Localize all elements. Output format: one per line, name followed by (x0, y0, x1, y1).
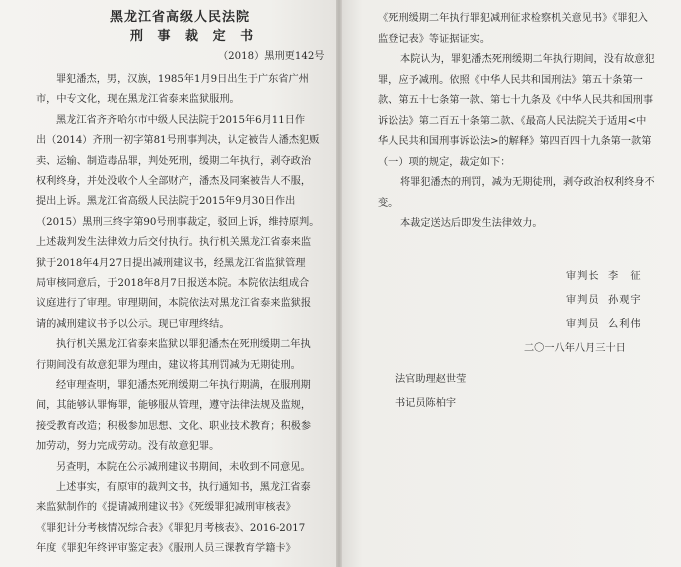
text-line: 罪犯潘杰，男，汉族，1985年1月9日出生于广东省广州 (56, 74, 309, 85)
case-number: （2018）黑刑更142号 (218, 51, 325, 62)
text-line: 请的减刑建议书予以公示。现已审理终结。 (36, 318, 230, 330)
text-line: 接受教育改造；积极参加思想、文化、职业技术教育；积极参 (36, 420, 312, 432)
text-line: 间，其能够认罪悔罪，能够服从管理，遵守法律法规及监规， (36, 400, 312, 412)
text-line: 出（2014）齐刑一初字第81号刑事判决，认定被告人潘杰犯贩 (36, 135, 320, 147)
text-line: 本裁定送达后即发生法律效力。 (400, 218, 543, 229)
text-line: 提出上诉。黑龙江省高级人民法院于2015年9月30日作出 (36, 196, 296, 208)
text-line: 市，中专文化，现在黑龙江省泰来监狱服刑。 (36, 94, 240, 106)
text-line: 上述裁判发生法律效力后交付执行。执行机关黑龙江省泰来监 (36, 237, 312, 249)
text-line: 款、第五十七条第一款、第七十九条及《中华人民共和国刑事 (378, 95, 654, 106)
left-page (0, 0, 336, 567)
judge-2: 审判员 么利伟 (566, 319, 642, 330)
text-line: 诉讼法》第二百五十条第二款、《最高人民法院关于适用<中 (378, 115, 647, 127)
text-line: 华人民共和国刑事诉讼法>的解释》第四百四十九条第一款第 (378, 136, 652, 147)
text-line: 议庭进行了审理。审理期间，本院依法对黑龙江省泰来监狱报 (36, 298, 312, 310)
judge-1: 审判员 孙观宇 (566, 295, 642, 306)
text-line: 监登记表》等证据证实。 (378, 33, 491, 45)
text-line: 《罪犯计分考核情况综合表》《罪犯月考核表》、2016-2017 (36, 522, 306, 534)
judge-assistant: 法官助理赵世莹 (395, 374, 467, 385)
text-line: （2015）黑刑三终字第90号刑事裁定，驳回上诉，维持原判。 (36, 216, 320, 228)
text-line: 卖、运输、制造毒品罪，判处死刑，缓期二年执行，剥夺政治 (36, 155, 312, 167)
text-line: 《死刑缓期二年执行罪犯减刑征求检察机关意见书》《罪犯入 (378, 13, 648, 24)
text-line: 黑龙江省齐齐哈尔市中级人民法院于2015年6月11日作 (56, 114, 306, 126)
text-line: 罪，应予减刑。依照《中华人民共和国刑法》第五十条第一 (378, 74, 643, 86)
document-type: 刑 事 裁 定 书 (130, 29, 259, 44)
text-line: 加劳动，努力完成劳动。没有故意犯罪。 (36, 441, 220, 453)
text-line: 权利终身，并处没收个人全部财产，潘杰及同案被告人不服， (36, 176, 312, 187)
text-line: （一）项的规定，裁定如下： (378, 156, 511, 168)
text-line: 行期间没有故意犯罪为理由，建议将其刑罚减为无期徒刑。 (36, 359, 301, 371)
text-line: 来监狱制作的《提请减刑建议书》《死缓罪犯减刑审核表》 (36, 502, 296, 514)
text-line: 本院认为，罪犯潘杰死刑缓期二年执行期间，没有故意犯 (400, 54, 655, 65)
text-line: 狱于2018年4月27日提出减刑建议书，经黑龙江省监狱管理 (36, 257, 306, 269)
decision-date: 二〇一八年八月三十日 (524, 343, 626, 354)
text-line: 将罪犯潘杰的刑罚，减为无期徒刑，剥夺政治权利终身不 (400, 177, 655, 188)
text-line: 经审理查明，罪犯潘杰死刑缓期二年执行期满，在服刑期 (56, 380, 311, 391)
text-line: 局审核同意后，于2018年8月7日报送本院。本院依法组成合 (36, 278, 310, 289)
text-line: 上述事实，有原审的裁判文书，执行通知书，黑龙江省泰 (56, 482, 311, 493)
text-line: 年度《罪犯年终评审鉴定表》《服刑人员三课教育学籍卡》 (36, 543, 296, 555)
text-line: 另查明，本院在公示减刑建议书期间，未收到不同意见。 (56, 461, 311, 473)
presiding-judge: 审判长 李 征 (566, 271, 642, 282)
text-line: 变。 (378, 197, 399, 209)
right-page (342, 0, 681, 567)
court-clerk: 书记员陈柏宇 (395, 398, 457, 409)
text-line: 执行机关黑龙江省泰来监狱以罪犯潘杰在死刑缓期二年执 (56, 339, 311, 351)
court-name: 黑龙江省高级人民法院 (110, 10, 251, 25)
